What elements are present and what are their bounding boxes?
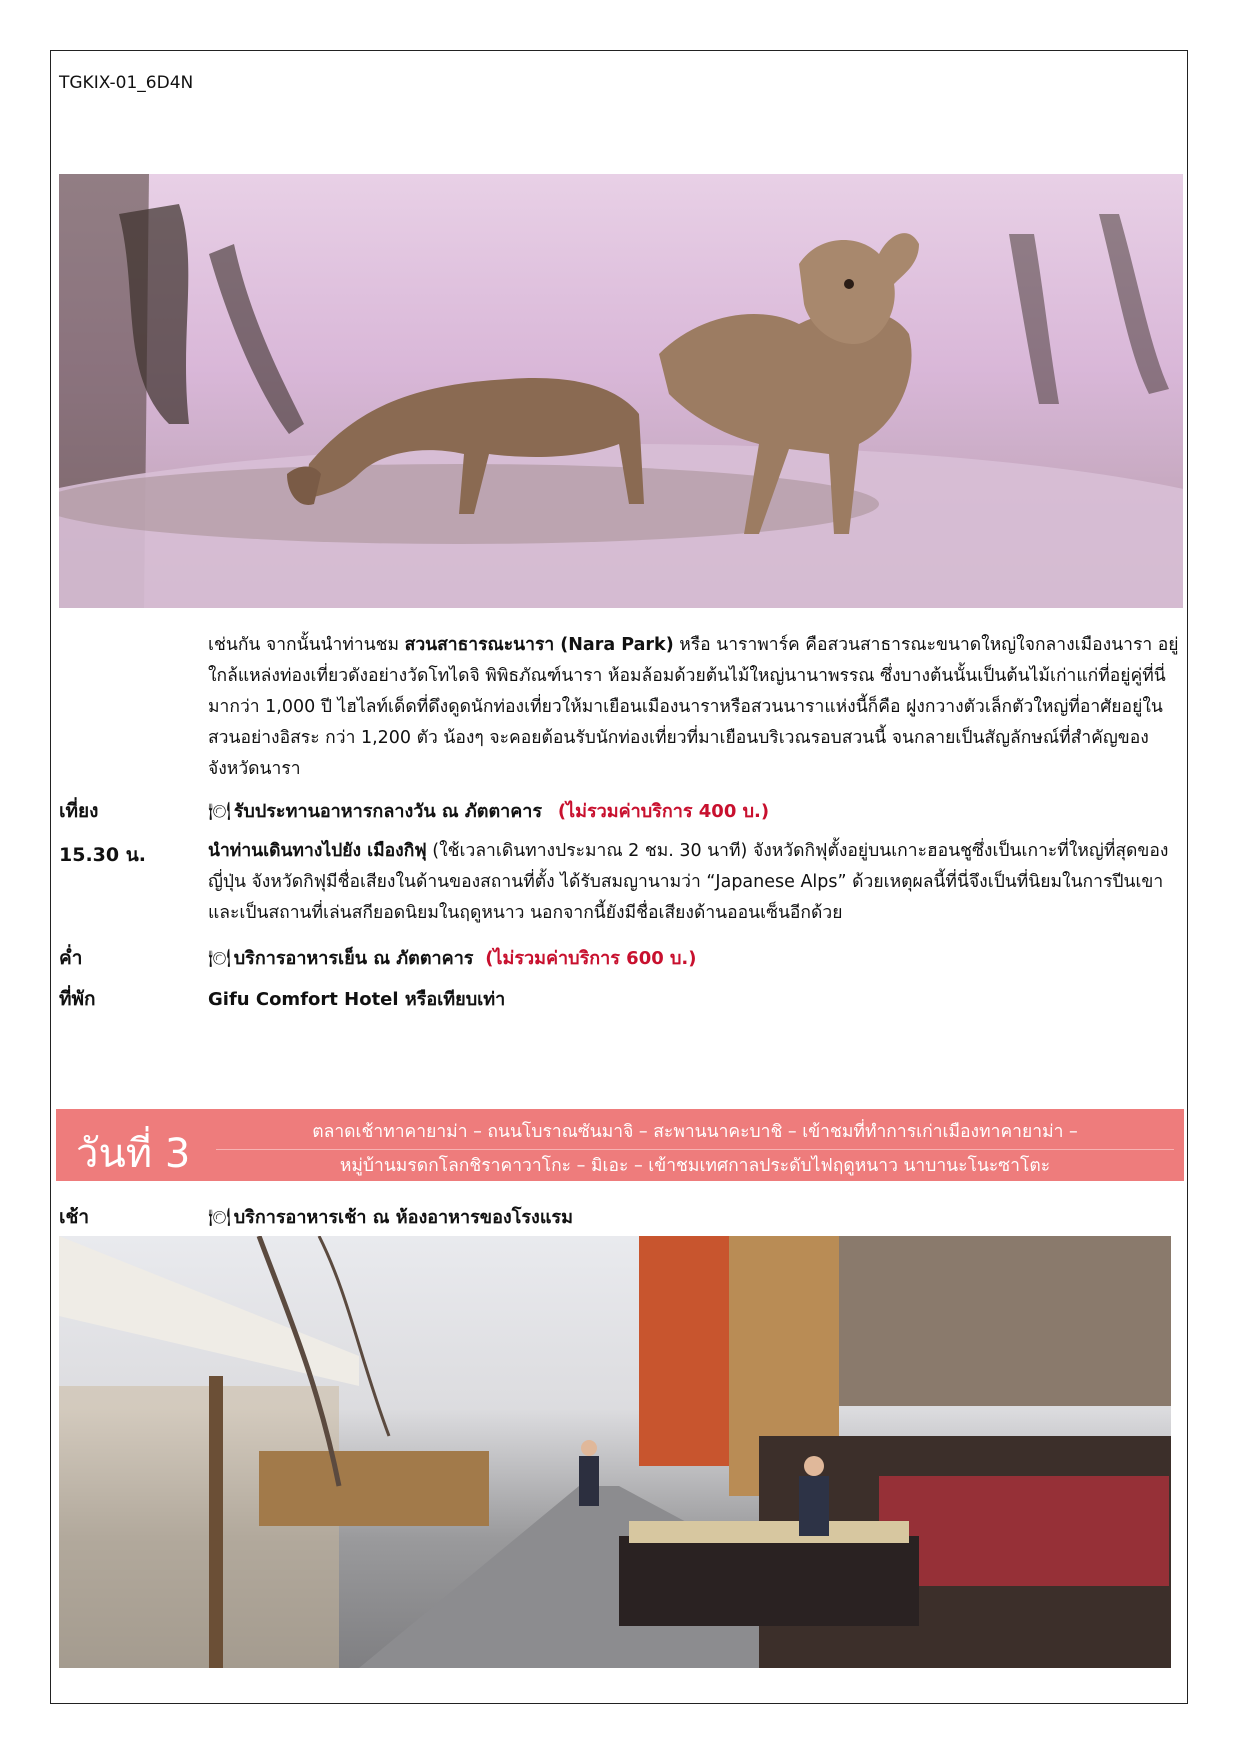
hotel-text: Gifu Comfort Hotel หรือเทียบเท่า [208,989,506,1010]
hotel-label: ที่พัก [59,988,96,1010]
gifu-heading: นำท่านเดินทางไปยัง เมืองกิฟุ [208,841,427,861]
nara-park-name: สวนสาธารณะนารา (Nara Park) [404,635,674,655]
day3-itinerary-line2: หมู่บ้านมรดกโลกชิราคาวาโกะ – มิเอะ – เข้าชมเทศกาลประดับไฟฤดูหนาว นาบานะโนะซาโตะ [339,1156,1051,1176]
dinner-text: บริการอาหารเย็น ณ ภัตตาคาร [233,948,474,969]
day3-title: วันที่ 3 [76,1131,191,1177]
gifu-description: (ใช้เวลาเดินทางประมาณ 2 ชม. 30 นาที) จังหวัดกิฟุตั้งอยู่บนเกาะฮอนชูซึ่งเป็นเกาะที่ใหญ่ที่สุดของญี่ปุ่น จังหวัดกิฟุมีชื่อเสียงในด้านของสถานที่ตั้ง ได้รับสมญานามว่า “Japanese Alps” ด้วยเหตุผลนี้ที่นี่จึงเป็นที่นิยมในการปีนเขา และเป็นสถานที่เล่นสกียอดนิยมในฤดูหนาว นอกจากนี้ยังมีชื่อเสียงด้านออนเซ็นอีกด้วย [208,841,1169,923]
nara-paragraph-intro: เช่นกัน จากนั้นนำท่านชม [208,635,405,655]
breakfast-text: บริการอาหารเช้า ณ ห้องอาหารของโรงแรม [233,1207,573,1228]
lunch-label: เที่ยง [59,800,99,822]
document-code: TGKIX-01_6D4N [59,73,194,93]
nara-paragraph-body: หรือ นาราพาร์ค คือสวนสาธารณะขนาดใหญ่ใจกลางเมืองนารา อยู่ใกล้แหล่งท่องเที่ยวดังอย่างวัดโทไดจิ พิพิธภัณฑ์นารา ห้อมล้อมด้วยต้นไม้ใหญ่นานาพรรณ ซึ่งบางต้นนั้นเป็นต้นไม้เก่าแก่ที่อยู่คู่ที่นี่มากว่า 1,000 ปี ไฮไลท์เด็ดที่ดึงดูดนักท่องเที่ยวให้มาเยือนเมืองนาราหรือสวนนาราแห่งนี้ก็คือ ฝูงกวางตัวเล็กตัวใหญ่ที่อาศัยอยู่ในสวนอย่างอิสระ กว่า 1,200 ตัว น้องๆ จะคอยต้อนรับนักท่องเที่ยวที่มาเยือนบริเวณรอบสวนนี้ จนกลายเป็นสัญลักษณ์ที่สำคัญของจังหวัดนารา [208,635,1179,779]
breakfast-label: เช้า [59,1206,90,1228]
dinner-label: ค่ำ [59,947,83,969]
meal-icon: 🍽 [208,801,231,822]
lunch-text: รับประทานอาหารกลางวัน ณ ภัตตาคาร [233,801,543,822]
lunch-row [208,796,769,825]
gifu-time-label: 15.30 น. [59,844,146,866]
nara-deer-photo [59,174,1183,608]
meal-icon: 🍽 [208,948,231,969]
dinner-price-note: (ไม่รวมค่าบริการ 600 บ.) [485,948,697,969]
takayama-street-photo [59,1236,1171,1668]
gifu-paragraph [208,836,1183,929]
nara-park-paragraph [208,630,1183,785]
dinner-row [208,943,697,972]
day3-banner [56,1109,1184,1181]
meal-icon: 🍽 [208,1207,231,1228]
lunch-price-note: (ไม่รวมค่าบริการ 400 บ.) [557,801,770,822]
day3-itinerary-line1: ตลาดเช้าทาคายาม่า – ถนนโบราณซันมาจิ – สะพานนาคะบาชิ – เข้าชมที่ทำการเก่าเมืองทาคายาม่า – [216,1117,1174,1150]
breakfast-row [208,1202,573,1231]
